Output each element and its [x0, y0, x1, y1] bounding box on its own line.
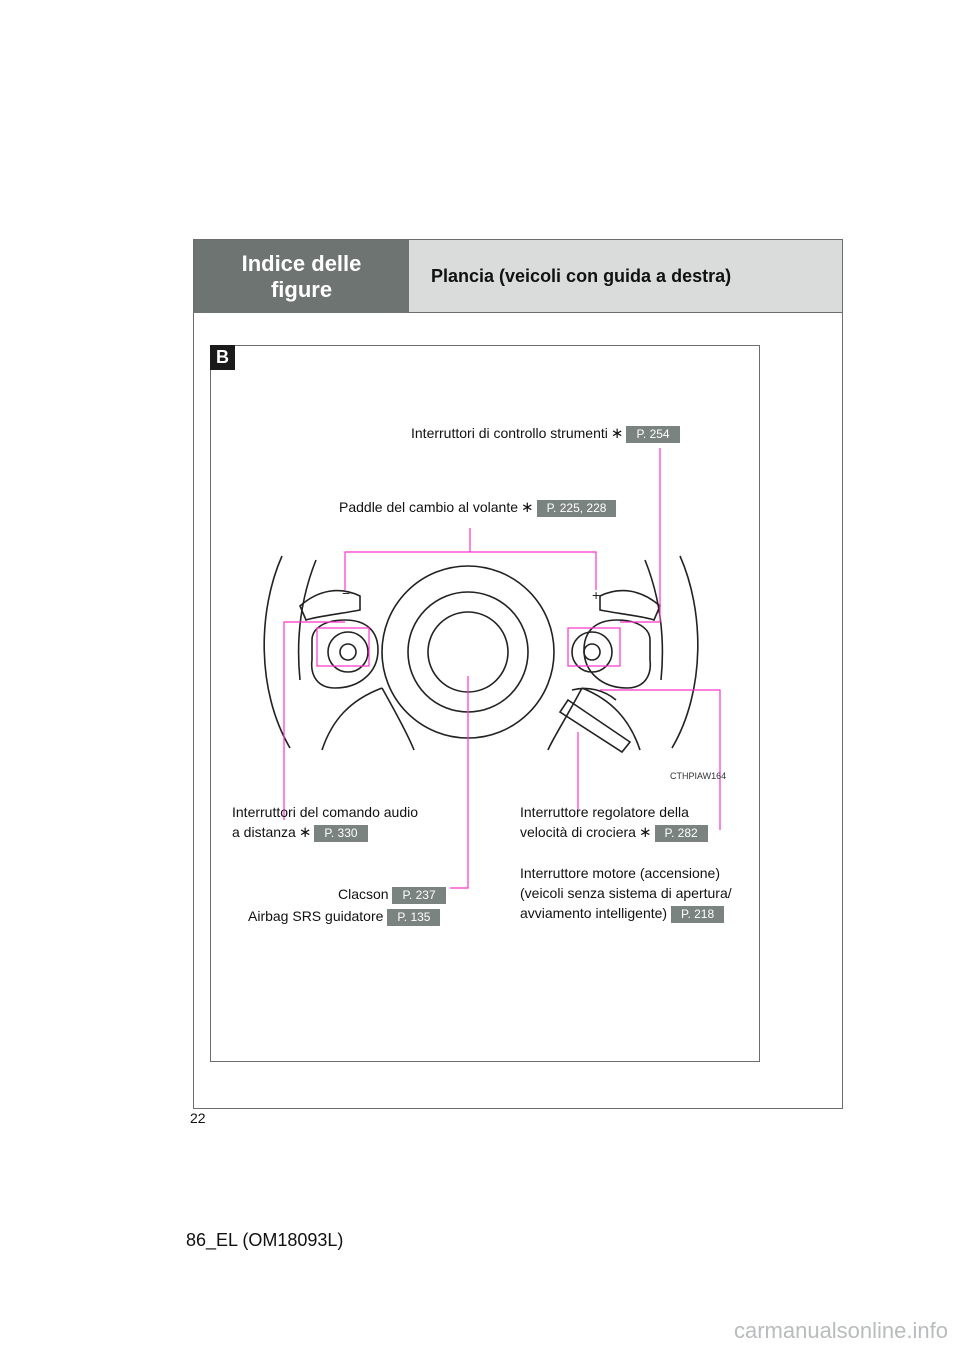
label-instrument-control [411, 423, 680, 444]
svg-text:+: + [592, 587, 601, 603]
watermark: carmanualsonline.info [733, 1318, 948, 1343]
page-ref-135[interactable]: P. 135 [387, 909, 440, 926]
label-engine-line1: Interruttore motore (accensione) [520, 865, 720, 881]
label-cruise-line2: velocità di crociera [520, 824, 636, 840]
figure-badge: B [210, 345, 235, 370]
page-ref-237[interactable]: P. 237 [392, 887, 445, 904]
label-horn [338, 884, 446, 904]
page-ref-282[interactable]: P. 282 [655, 825, 708, 842]
page-ref-225[interactable]: P. 225, 228 [537, 500, 617, 517]
page-ref-218[interactable]: P. 218 [671, 906, 724, 923]
asterisk-icon: ∗ [298, 824, 312, 841]
page-number: 22 [190, 1110, 206, 1126]
label-paddle-shift-text: Paddle del cambio al volante [339, 499, 519, 515]
document-id: 86_EL (OM18093L) [186, 1230, 344, 1250]
label-instrument-control-text: Interruttori di controllo strumenti [411, 425, 608, 441]
label-paddle-shift [339, 497, 616, 518]
section-title: Indice delle figure [241, 250, 362, 302]
label-engine-line2: (veicoli senza sistema di apertura/ [520, 885, 732, 901]
page-title: Plancia (veicoli con guida a destra) [431, 265, 732, 286]
label-horn-text: Clacson [338, 886, 389, 902]
label-airbag [248, 906, 440, 926]
label-airbag-text: Airbag SRS guidatore [248, 908, 384, 924]
steering-wheel-drawing [264, 556, 698, 752]
asterisk-icon: ∗ [610, 425, 624, 442]
label-audio-remote [232, 802, 418, 843]
label-cruise-control [520, 802, 708, 843]
svg-text:−: − [342, 585, 351, 601]
label-audio-remote-line2: a distanza [232, 824, 296, 840]
asterisk-icon: ∗ [521, 499, 534, 516]
figure-code: CTHPIAW164 [670, 771, 727, 781]
label-engine-switch [520, 863, 732, 923]
label-audio-remote-line1: Interruttori del comando audio [232, 804, 418, 820]
label-cruise-line1: Interruttore regolatore della [520, 804, 689, 820]
asterisk-icon: ∗ [638, 824, 652, 841]
label-engine-line3: avviamento intelligente) [520, 905, 668, 921]
page-ref-330[interactable]: P. 330 [314, 825, 367, 842]
page-ref-254[interactable]: P. 254 [626, 426, 679, 443]
